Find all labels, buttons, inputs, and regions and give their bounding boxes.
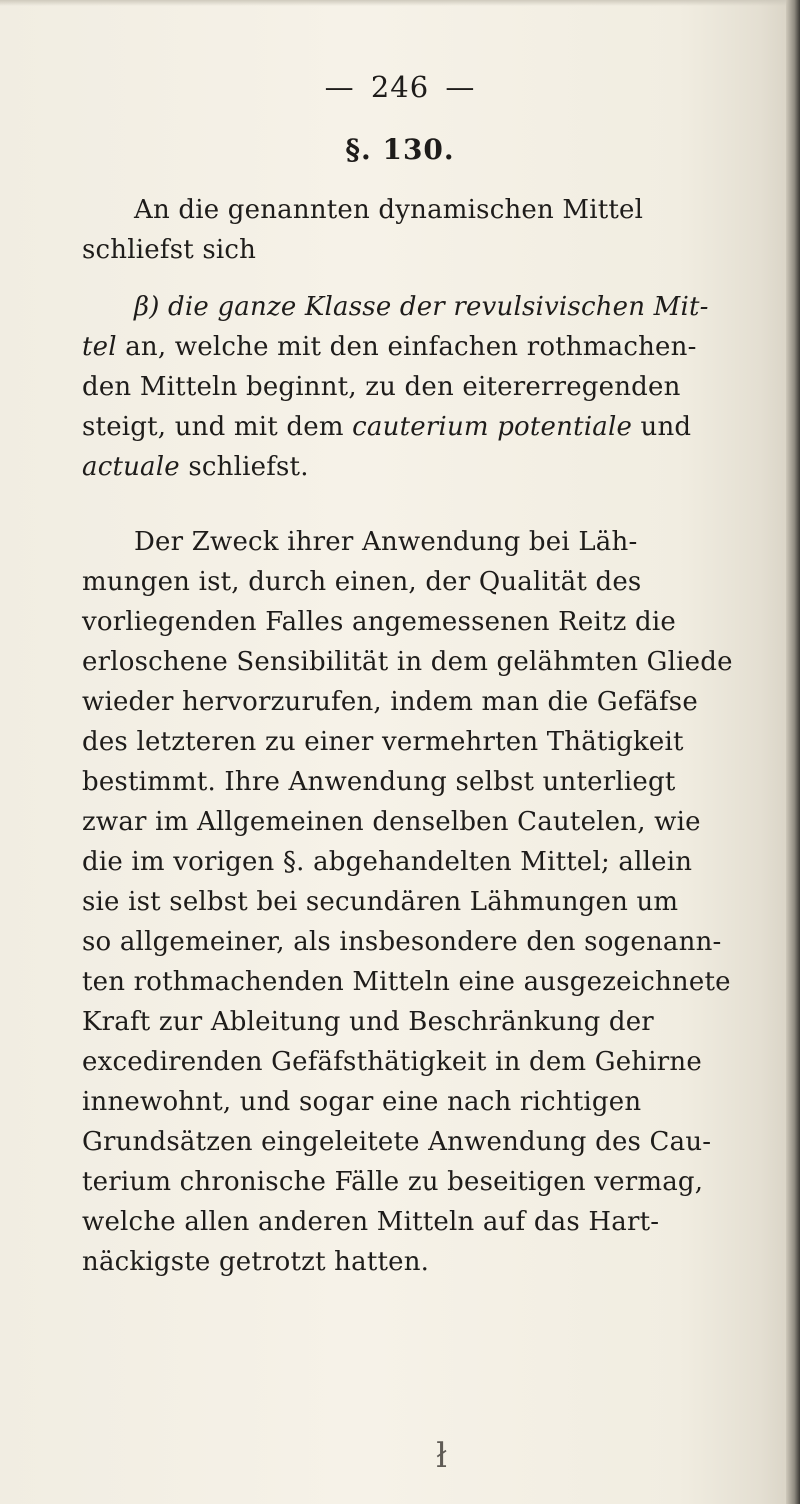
page-header <box>0 70 800 104</box>
para3-line-15: innewohnt, und sogar eine nach richtigen <box>82 1087 642 1117</box>
para3-line-19: näckigste getrotzt hatten. <box>82 1247 430 1277</box>
para2-line-4-end: und <box>632 412 692 442</box>
para2-line-2 <box>82 327 697 367</box>
para2-line-3: den Mitteln beginnt, zu den eitererregenden <box>82 372 681 402</box>
para3-line-2: mungen ist, durch einen, der Qualität des <box>82 567 642 597</box>
para3-line-10: sie ist selbst bei secundären Lähmungen um <box>82 887 679 917</box>
para2-line-5-text: schliefst. <box>179 452 309 482</box>
para2-line-5-italic: actuale <box>82 452 180 482</box>
para3-line-1: Der Zweck ihrer Anwendung bei Läh- <box>134 527 638 557</box>
page-number: 246 <box>370 70 430 104</box>
page-binding-edge <box>786 0 800 1504</box>
para3-line-13: Kraft zur Ableitung und Beschränkung der <box>82 1007 654 1037</box>
para3-line-17: terium chronische Fälle zu beseitigen vermag, <box>82 1167 704 1197</box>
page-top-edge <box>0 0 800 6</box>
para2-line-4-text: steigt, und mit dem <box>82 412 353 442</box>
para3-line-11: so allgemeiner, als insbesondere den sogenann- <box>82 927 722 957</box>
para1-line-1: An die genannten dynamischen Mittel <box>134 195 644 225</box>
header-dash-left: — <box>324 70 355 104</box>
para3-line-14: excedirenden Gefäfsthätigkeit in dem Gehirne <box>82 1047 702 1077</box>
para3-line-9: die im vorigen §. abgehandelten Mittel; allein <box>82 847 693 877</box>
para3-line-4: erloschene Sensibilität in dem gelähmten Gliede <box>82 647 733 677</box>
para3-line-7: bestimmt. Ihre Anwendung selbst unterliegt <box>82 767 676 797</box>
para2-line-1: β) die ganze Klasse der revulsivischen Mit- <box>134 292 709 322</box>
header-dash-right: — <box>445 70 476 104</box>
footer-mark: ł <box>436 1436 448 1476</box>
para3-line-12: ten rothmachenden Mitteln eine ausgezeichnete <box>82 967 731 997</box>
para3-line-3: vorliegenden Falles angemessenen Reitz die <box>82 607 676 637</box>
para2-line-5 <box>82 447 309 487</box>
para2-line-4-italic: cauterium potentiale <box>352 412 633 442</box>
para3-line-8: zwar im Allgemeinen denselben Cautelen, wie <box>82 807 701 837</box>
para3-line-18: welche allen anderen Mitteln auf das Hart- <box>82 1207 660 1237</box>
para1-line-2: schliefst sich <box>82 235 257 265</box>
para3-line-5: wieder hervorzurufen, indem man die Gefäfse <box>82 687 698 717</box>
para2-line-2-italic: tel <box>82 332 117 362</box>
para2-line-2-text: an, welche mit den einfachen rothmachen- <box>116 332 697 362</box>
para3-line-16: Grundsätzen eingeleitete Anwendung des Cau- <box>82 1127 712 1157</box>
para3-line-6: des letzteren zu einer vermehrten Thätigkeit <box>82 727 684 757</box>
para2-line-4 <box>82 407 691 447</box>
section-heading: §. 130. <box>345 133 455 166</box>
